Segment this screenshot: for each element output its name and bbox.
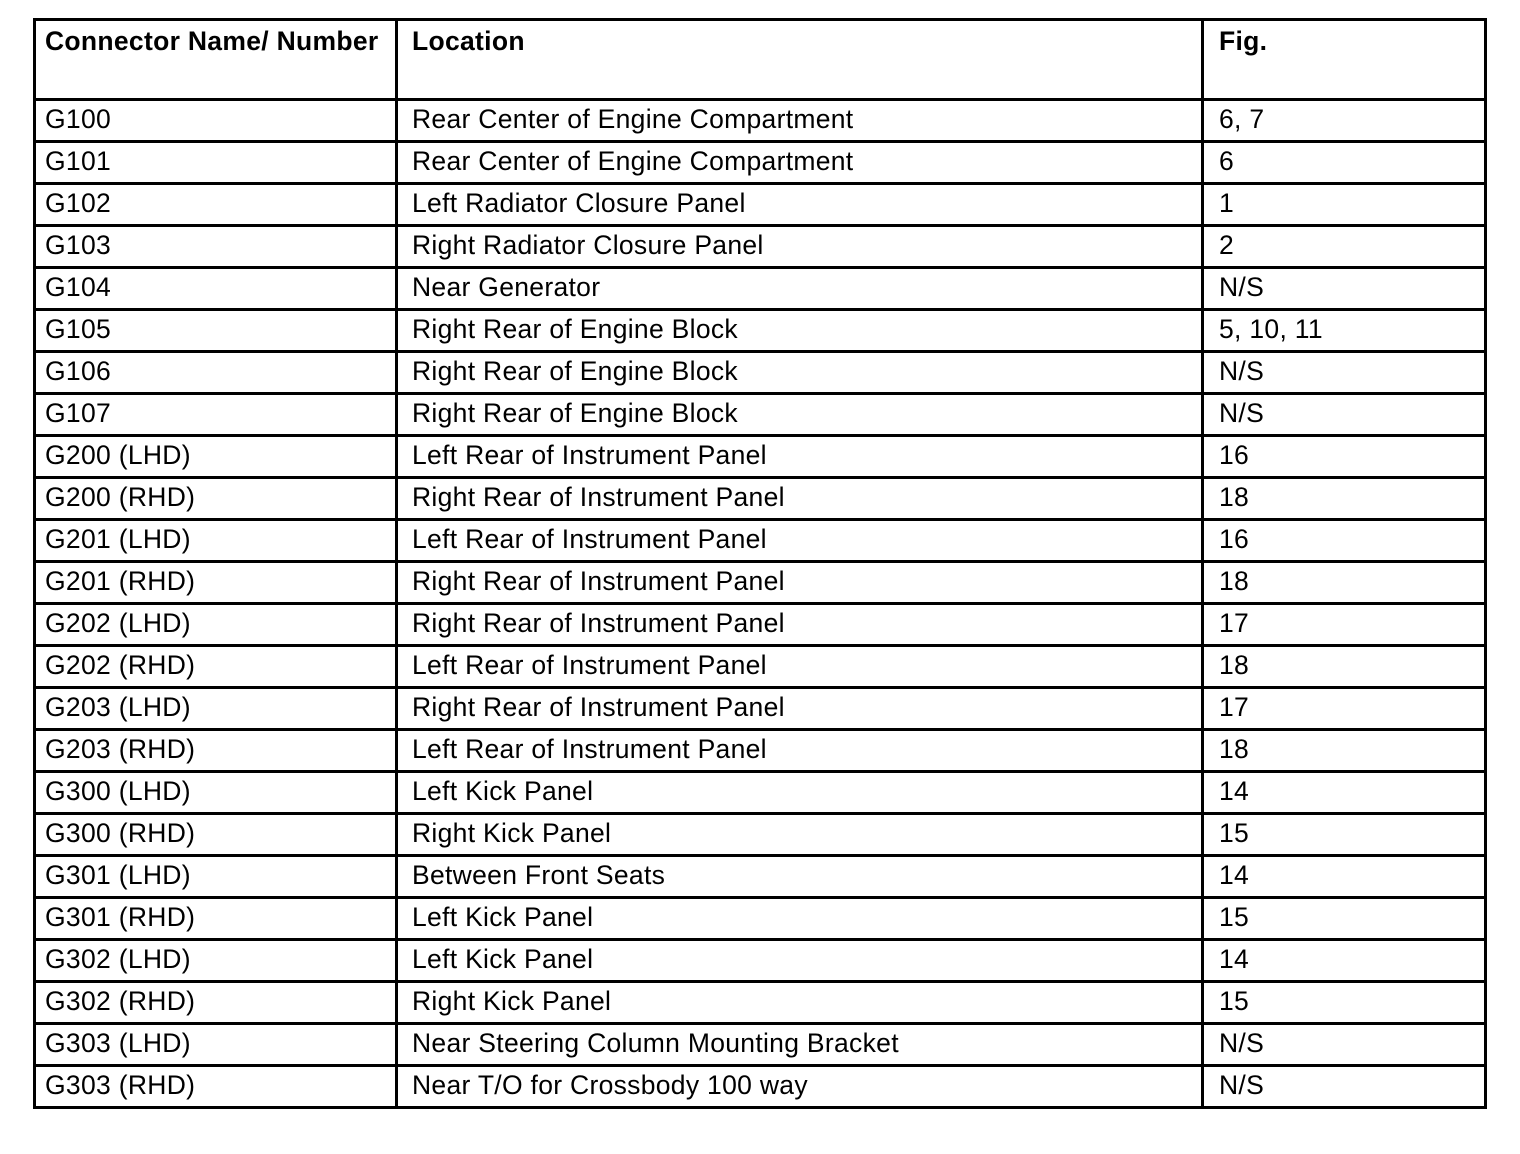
cell-fig: 5, 10, 11: [1203, 310, 1486, 352]
cell-location: Right Kick Panel: [397, 814, 1203, 856]
cell-fig: 14: [1203, 856, 1486, 898]
cell-location: Right Rear of Engine Block: [397, 352, 1203, 394]
cell-location: Left Kick Panel: [397, 940, 1203, 982]
cell-fig: 14: [1203, 772, 1486, 814]
cell-fig: N/S: [1203, 1024, 1486, 1066]
cell-connector: G201 (LHD): [35, 520, 397, 562]
cell-connector: G301 (LHD): [35, 856, 397, 898]
cell-fig: 15: [1203, 898, 1486, 940]
cell-connector: G201 (RHD): [35, 562, 397, 604]
cell-location: Right Rear of Instrument Panel: [397, 688, 1203, 730]
cell-location: Right Kick Panel: [397, 982, 1203, 1024]
cell-location: Near Steering Column Mounting Bracket: [397, 1024, 1203, 1066]
table-body: [35, 100, 1486, 1108]
cell-fig: N/S: [1203, 352, 1486, 394]
cell-connector: G200 (LHD): [35, 436, 397, 478]
cell-location: Right Rear of Engine Block: [397, 310, 1203, 352]
table-row: [35, 184, 1486, 226]
table-row: [35, 814, 1486, 856]
cell-connector: G300 (RHD): [35, 814, 397, 856]
table-row: [35, 688, 1486, 730]
table-row: [35, 394, 1486, 436]
cell-connector: G102: [35, 184, 397, 226]
cell-location: Near T/O for Crossbody 100 way: [397, 1066, 1203, 1108]
cell-location: Left Rear of Instrument Panel: [397, 520, 1203, 562]
cell-connector: G302 (RHD): [35, 982, 397, 1024]
cell-connector: G202 (LHD): [35, 604, 397, 646]
cell-fig: 15: [1203, 814, 1486, 856]
table-row: [35, 982, 1486, 1024]
cell-location: Right Rear of Engine Block: [397, 394, 1203, 436]
table-row: [35, 730, 1486, 772]
cell-fig: 15: [1203, 982, 1486, 1024]
cell-fig: N/S: [1203, 394, 1486, 436]
cell-fig: 14: [1203, 940, 1486, 982]
cell-fig: 16: [1203, 436, 1486, 478]
table-row: [35, 772, 1486, 814]
cell-location: Left Kick Panel: [397, 772, 1203, 814]
header-location: Location: [397, 20, 1203, 100]
table-row: [35, 898, 1486, 940]
cell-connector: G104: [35, 268, 397, 310]
table-row: [35, 100, 1486, 142]
cell-connector: G100: [35, 100, 397, 142]
cell-location: Rear Center of Engine Compartment: [397, 100, 1203, 142]
cell-connector: G203 (RHD): [35, 730, 397, 772]
cell-fig: 17: [1203, 604, 1486, 646]
table-row: [35, 478, 1486, 520]
table-row: [35, 268, 1486, 310]
cell-fig: 18: [1203, 730, 1486, 772]
cell-connector: G107: [35, 394, 397, 436]
cell-fig: 18: [1203, 562, 1486, 604]
connector-location-table: [33, 18, 1487, 1109]
cell-connector: G203 (LHD): [35, 688, 397, 730]
cell-connector: G302 (LHD): [35, 940, 397, 982]
table-row: [35, 856, 1486, 898]
cell-connector: G303 (RHD): [35, 1066, 397, 1108]
table-row: [35, 436, 1486, 478]
cell-connector: G200 (RHD): [35, 478, 397, 520]
cell-location: Left Rear of Instrument Panel: [397, 436, 1203, 478]
cell-location: Left Kick Panel: [397, 898, 1203, 940]
table-row: [35, 1066, 1486, 1108]
cell-fig: 6: [1203, 142, 1486, 184]
cell-fig: 1: [1203, 184, 1486, 226]
cell-location: Right Rear of Instrument Panel: [397, 604, 1203, 646]
cell-fig: 17: [1203, 688, 1486, 730]
table-row: [35, 1024, 1486, 1066]
cell-fig: 18: [1203, 478, 1486, 520]
cell-connector: G303 (LHD): [35, 1024, 397, 1066]
cell-location: Between Front Seats: [397, 856, 1203, 898]
cell-connector: G101: [35, 142, 397, 184]
table-row: [35, 604, 1486, 646]
cell-fig: N/S: [1203, 268, 1486, 310]
cell-location: Right Rear of Instrument Panel: [397, 478, 1203, 520]
cell-connector: G202 (RHD): [35, 646, 397, 688]
cell-fig: 6, 7: [1203, 100, 1486, 142]
cell-connector: G106: [35, 352, 397, 394]
cell-fig: 2: [1203, 226, 1486, 268]
table-row: [35, 646, 1486, 688]
cell-location: Left Radiator Closure Panel: [397, 184, 1203, 226]
cell-location: Right Radiator Closure Panel: [397, 226, 1203, 268]
table-row: [35, 520, 1486, 562]
cell-location: Left Rear of Instrument Panel: [397, 646, 1203, 688]
cell-connector: G300 (LHD): [35, 772, 397, 814]
cell-fig: N/S: [1203, 1066, 1486, 1108]
cell-location: Rear Center of Engine Compartment: [397, 142, 1203, 184]
cell-location: Near Generator: [397, 268, 1203, 310]
cell-fig: 16: [1203, 520, 1486, 562]
table-row: [35, 310, 1486, 352]
table-row: [35, 352, 1486, 394]
table-row: [35, 226, 1486, 268]
header-connector-name: Connector Name/ Number: [35, 20, 397, 100]
header-fig: Fig.: [1203, 20, 1486, 100]
cell-connector: G103: [35, 226, 397, 268]
table-row: [35, 562, 1486, 604]
cell-fig: 18: [1203, 646, 1486, 688]
cell-location: Left Rear of Instrument Panel: [397, 730, 1203, 772]
cell-location: Right Rear of Instrument Panel: [397, 562, 1203, 604]
cell-connector: G105: [35, 310, 397, 352]
table-row: [35, 940, 1486, 982]
table-row: [35, 142, 1486, 184]
table-header-row: [35, 20, 1486, 100]
cell-connector: G301 (RHD): [35, 898, 397, 940]
